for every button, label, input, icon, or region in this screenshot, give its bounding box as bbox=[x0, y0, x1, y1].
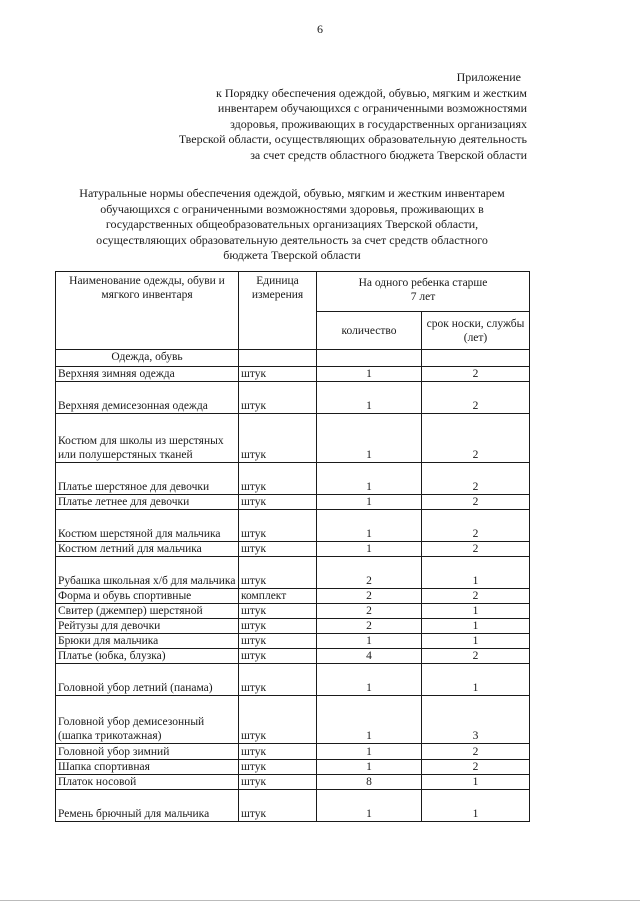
row-unit: штук bbox=[239, 604, 317, 619]
row-name: Форма и обувь спортивные bbox=[56, 589, 239, 604]
document-title bbox=[56, 186, 528, 264]
row-unit: штук bbox=[239, 414, 317, 463]
table-row bbox=[56, 382, 530, 414]
row-name: Головной убор демисезонный (шапка трикотажная) bbox=[56, 696, 239, 744]
row-quantity: 1 bbox=[317, 664, 422, 696]
table-row bbox=[56, 619, 530, 634]
table-row bbox=[56, 790, 530, 822]
row-term: 2 bbox=[422, 760, 530, 775]
row-term: 1 bbox=[422, 604, 530, 619]
section-label: Одежда, обувь bbox=[56, 350, 239, 367]
row-term: 2 bbox=[422, 414, 530, 463]
appendix-line: к Порядку обеспечения одеждой, обувью, мягким и жестким bbox=[216, 85, 527, 100]
row-term: 2 bbox=[422, 367, 530, 382]
row-quantity: 1 bbox=[317, 463, 422, 495]
row-quantity: 1 bbox=[317, 510, 422, 542]
row-name: Верхняя демисезонная одежда bbox=[56, 382, 239, 414]
appendix-line: здоровья, проживающих в государственных организациях bbox=[230, 116, 527, 131]
row-name: Платье шерстяное для девочки bbox=[56, 463, 239, 495]
row-quantity: 8 bbox=[317, 775, 422, 790]
row-unit: штук bbox=[239, 557, 317, 589]
row-name: Верхняя зимняя одежда bbox=[56, 367, 239, 382]
row-quantity: 2 bbox=[317, 557, 422, 589]
table-row bbox=[56, 589, 530, 604]
row-term: 2 bbox=[422, 542, 530, 557]
page-edge-line bbox=[0, 900, 640, 901]
row-unit: штук bbox=[239, 790, 317, 822]
row-name: Костюм для школы из шерстяных или полушерстяных тканей bbox=[56, 414, 239, 463]
appendix-line: Тверской области, осуществляющих образовательную деятельность bbox=[178, 132, 527, 146]
row-unit: штук bbox=[239, 510, 317, 542]
row-quantity: 1 bbox=[317, 542, 422, 557]
title-line: Натуральные нормы обеспечения одеждой, обувью, мягким и жестким инвентарем bbox=[79, 186, 505, 200]
row-name: Головной убор летний (панама) bbox=[56, 664, 239, 696]
appendix-header bbox=[179, 70, 527, 163]
row-unit: штук bbox=[239, 495, 317, 510]
table-row bbox=[56, 775, 530, 790]
row-term: 2 bbox=[422, 744, 530, 760]
row-unit: штук bbox=[239, 744, 317, 760]
table-row bbox=[56, 744, 530, 760]
row-quantity: 1 bbox=[317, 760, 422, 775]
row-term: 2 bbox=[422, 382, 530, 414]
title-line: осуществляющих образовательную деятельность за счет средств областного bbox=[96, 232, 488, 247]
row-name: Головной убор зимний bbox=[56, 744, 239, 760]
title-line: обучающихся с ограниченными возможностями здоровья, проживающих в bbox=[100, 201, 484, 216]
row-name: Рейтузы для девочки bbox=[56, 619, 239, 634]
row-term: 3 bbox=[422, 696, 530, 744]
table-row bbox=[56, 557, 530, 589]
title-line: бюджета Тверской области bbox=[223, 248, 361, 262]
page-number: 6 bbox=[317, 22, 323, 36]
table-row bbox=[56, 414, 530, 463]
row-name: Костюм шерстяной для мальчика bbox=[56, 510, 239, 542]
row-term: 2 bbox=[422, 510, 530, 542]
appendix-line: Приложение bbox=[456, 70, 521, 84]
row-unit: штук bbox=[239, 649, 317, 664]
row-term: 1 bbox=[422, 557, 530, 589]
row-unit: штук bbox=[239, 367, 317, 382]
row-quantity: 1 bbox=[317, 790, 422, 822]
row-quantity: 2 bbox=[317, 619, 422, 634]
row-unit: штук bbox=[239, 382, 317, 414]
row-term: 1 bbox=[422, 664, 530, 696]
row-quantity: 1 bbox=[317, 367, 422, 382]
header-term: срок носки, службы (лет) bbox=[422, 312, 530, 350]
row-unit: штук bbox=[239, 664, 317, 696]
row-term: 2 bbox=[422, 463, 530, 495]
row-term: 2 bbox=[422, 495, 530, 510]
row-quantity: 1 bbox=[317, 744, 422, 760]
title-line: государственных общеобразовательных организациях Тверской области, bbox=[105, 217, 479, 231]
row-quantity: 1 bbox=[317, 696, 422, 744]
row-unit: штук bbox=[239, 760, 317, 775]
row-name: Свитер (джемпер) шерстяной bbox=[56, 604, 239, 619]
row-quantity: 1 bbox=[317, 495, 422, 510]
row-unit: штук bbox=[239, 542, 317, 557]
row-quantity: 2 bbox=[317, 604, 422, 619]
row-name: Платок носовой bbox=[56, 775, 239, 790]
header-name: Наименование одежды, обуви и мягкого инвентаря bbox=[56, 272, 239, 350]
appendix-line: инвентарем обучающихся с ограниченными возможностями bbox=[217, 101, 527, 115]
row-term: 1 bbox=[422, 790, 530, 822]
row-quantity: 1 bbox=[317, 382, 422, 414]
row-name: Брюки для мальчика bbox=[56, 634, 239, 649]
row-name: Шапка спортивная bbox=[56, 760, 239, 775]
table-row bbox=[56, 696, 530, 744]
row-name: Костюм летний для мальчика bbox=[56, 542, 239, 557]
table-row bbox=[56, 495, 530, 510]
row-name: Платье летнее для девочки bbox=[56, 495, 239, 510]
table-row bbox=[56, 664, 530, 696]
row-quantity: 2 bbox=[317, 589, 422, 604]
row-unit: штук bbox=[239, 619, 317, 634]
table-row bbox=[56, 367, 530, 382]
table-row bbox=[56, 760, 530, 775]
row-quantity: 1 bbox=[317, 634, 422, 649]
row-unit: комплект bbox=[239, 589, 317, 604]
row-term: 1 bbox=[422, 634, 530, 649]
row-unit: штук bbox=[239, 775, 317, 790]
table-row bbox=[56, 649, 530, 664]
row-term: 1 bbox=[422, 775, 530, 790]
row-unit: штук bbox=[239, 634, 317, 649]
row-name: Рубашка школьная х/б для мальчика bbox=[56, 557, 239, 589]
table-row bbox=[56, 604, 530, 619]
header-group: На одного ребенка старше 7 лет bbox=[317, 272, 530, 312]
row-quantity: 4 bbox=[317, 649, 422, 664]
table-row bbox=[56, 510, 530, 542]
norms-table bbox=[55, 271, 530, 822]
table-row bbox=[56, 463, 530, 495]
row-unit: штук bbox=[239, 463, 317, 495]
appendix-line: за счет средств областного бюджета Тверской области bbox=[250, 147, 527, 162]
row-term: 1 bbox=[422, 619, 530, 634]
row-term: 2 bbox=[422, 649, 530, 664]
row-unit: штук bbox=[239, 696, 317, 744]
row-name: Ремень брючный для мальчика bbox=[56, 790, 239, 822]
row-name: Платье (юбка, блузка) bbox=[56, 649, 239, 664]
table-row bbox=[56, 542, 530, 557]
header-quantity: количество bbox=[317, 312, 422, 350]
row-quantity: 1 bbox=[317, 414, 422, 463]
row-term: 2 bbox=[422, 589, 530, 604]
header-unit: Единица измерения bbox=[239, 272, 317, 350]
table-row bbox=[56, 634, 530, 649]
